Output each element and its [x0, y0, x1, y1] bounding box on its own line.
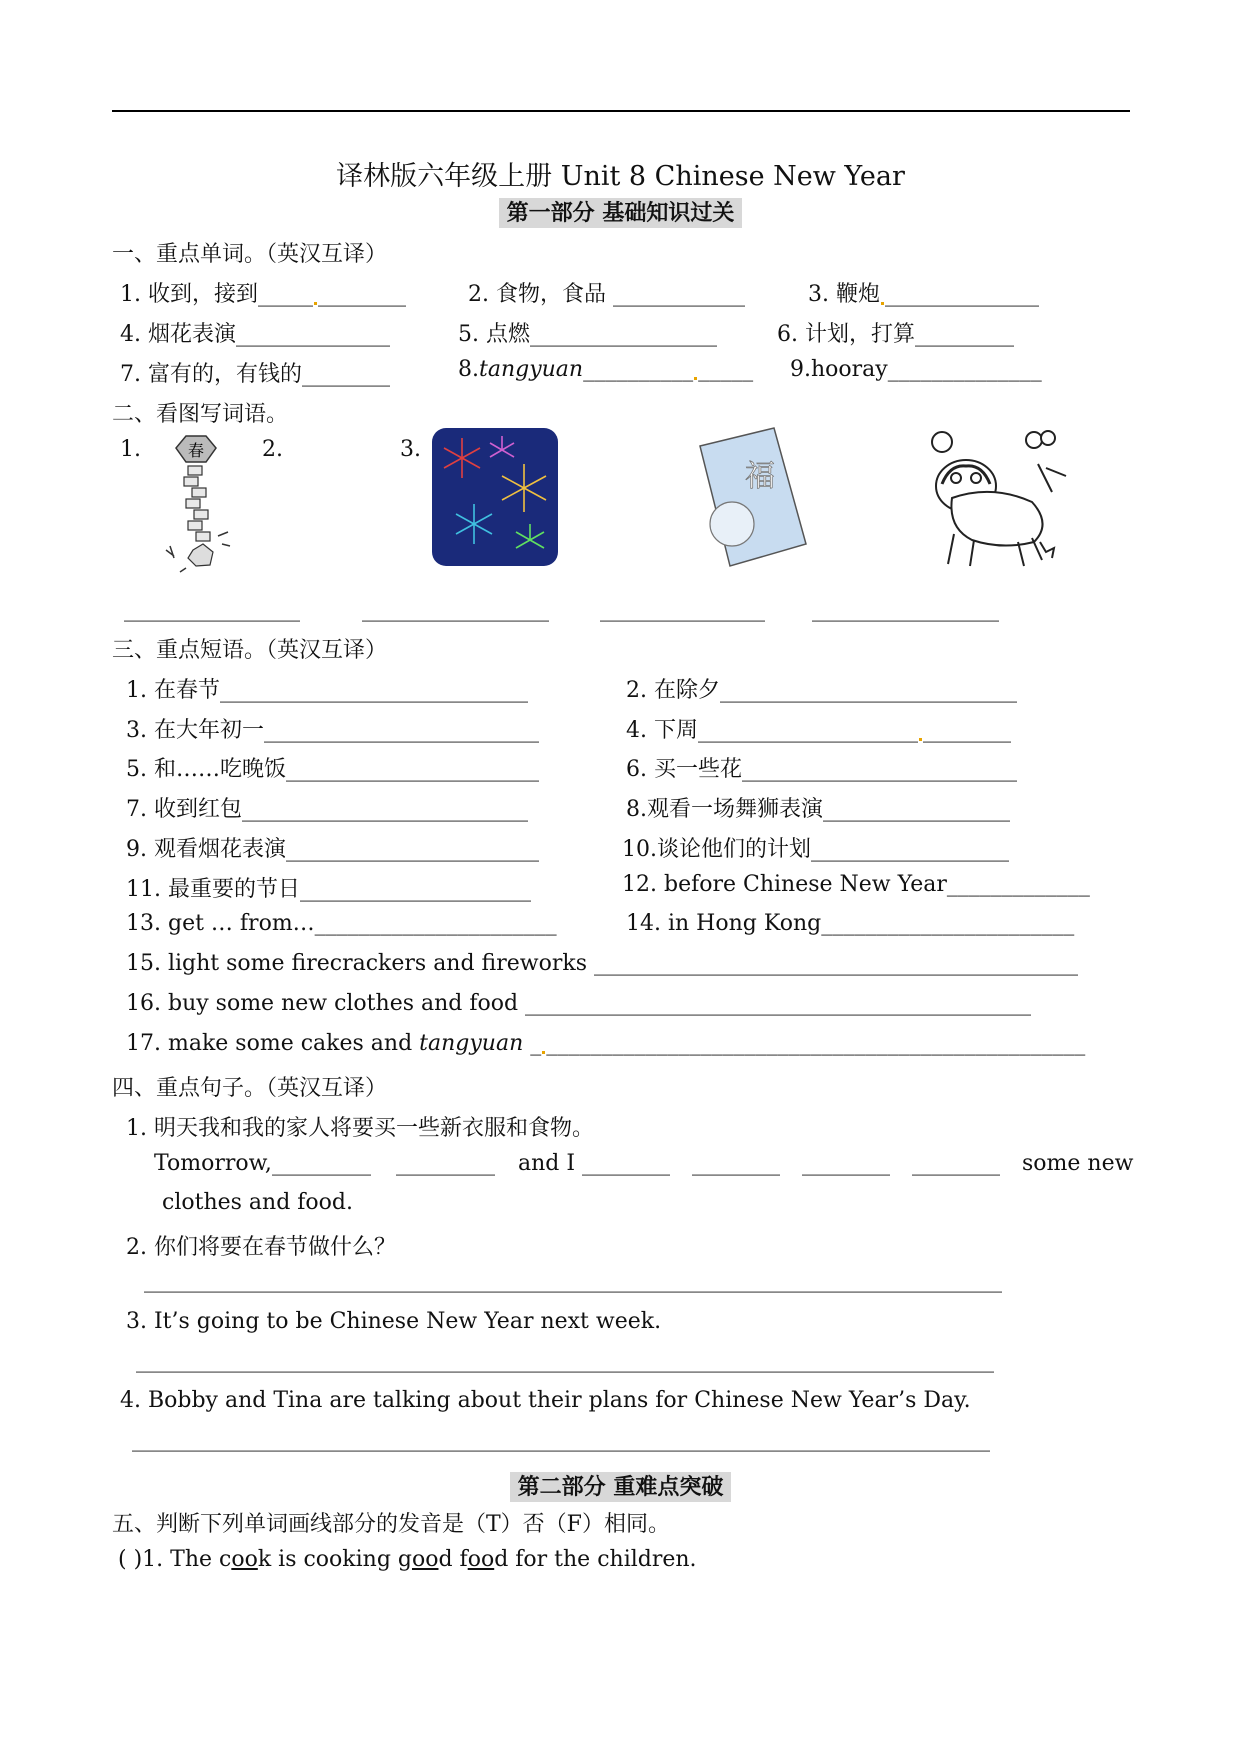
phrase-8: 8.观看一场舞狮表演_________________: [626, 797, 1010, 822]
pic-blank-2[interactable]: _________________: [362, 597, 549, 622]
mark-dot: [314, 302, 317, 305]
phrase-17-blank: _________________________________________________: [546, 1031, 1086, 1056]
word-item-2: 2. 食物，食品 ____________: [468, 282, 745, 307]
phrase-3: 3. 在大年初一_________________________: [126, 718, 539, 743]
pic-num-3: 3.: [400, 437, 421, 462]
pronunciation-q1: [118, 1547, 697, 1572]
sentence-4: 4. Bobby and Tina are talking about their plans for Chinese New Year’s Day.: [120, 1388, 971, 1413]
sentence-1-cont: clothes and food.: [162, 1190, 353, 1215]
phrase-15: [126, 951, 1078, 976]
phrase-15-b: ecrackers and fireworks ____________________________________________: [316, 951, 1078, 976]
firecrackers-image: [158, 432, 248, 582]
phrase-15-a: 15. light some fir: [126, 951, 317, 976]
sentence-1-en-c: some new: [1022, 1151, 1134, 1176]
section1-heading: 一、重点单词。（英汉互译）: [112, 242, 388, 267]
phrase-17-a: 17. make some cakes and: [126, 1031, 420, 1056]
pic-blank-4[interactable]: _________________: [812, 597, 999, 622]
sentence-1-blank-3[interactable]: ________: [582, 1151, 670, 1176]
phrase-4-blank2: ________: [922, 718, 1011, 743]
q1-underline-2: oo: [411, 1547, 439, 1572]
phrase-4: [626, 713, 1011, 744]
phrase-7: 7. 收到红包__________________________: [126, 797, 528, 822]
lion-dance-image: [922, 424, 1072, 570]
page-title: 译林版六年级上册 Unit 8 Chinese New Year: [336, 161, 905, 192]
q1-underline-1: oo: [231, 1547, 258, 1572]
word-item-8-word: tangyuan: [479, 357, 584, 382]
mark-dot: [919, 738, 922, 741]
word-item-1: [120, 277, 406, 308]
word-item-7: 7. 富有的，有钱的________: [120, 362, 390, 387]
word-item-5: 5. 点燃_________________: [458, 322, 717, 347]
phrase-4-text: 4. 下周: [626, 718, 698, 743]
part2-heading-wrap: [0, 1470, 1241, 1501]
sentence-4-line[interactable]: ______________________________________________________________________________: [132, 1427, 990, 1452]
phrase-1: 1. 在春节____________________________: [126, 678, 528, 703]
red-packet-image: [696, 424, 808, 570]
phrase-17-b: _: [523, 1031, 542, 1056]
phrase-13: 13. get … from…______________________: [126, 911, 557, 936]
phrase-14: 14. in Hong Kong_______________________: [626, 911, 1075, 936]
part2-heading: 第二部分 重难点突破: [510, 1472, 732, 1502]
sentence-1-blank-6[interactable]: ________: [912, 1151, 1000, 1176]
mark-dot: [881, 302, 884, 305]
word-item-8-blank2: _____: [698, 357, 754, 382]
phrase-11: 11. 最重要的节日_____________________: [126, 877, 531, 902]
sentence-2: 2. 你们将要在春节做什么？: [126, 1235, 396, 1260]
phrase-6: 6. 买一些花_________________________: [626, 757, 1017, 782]
q1-pre: ( )1. The c: [118, 1547, 232, 1572]
phrase-9: 9. 观看烟花表演_______________________: [126, 837, 539, 862]
pic-blank-3[interactable]: _______________: [600, 597, 765, 622]
phrase-2: 2. 在除夕___________________________: [626, 678, 1017, 703]
q1-post: d for the children.: [494, 1547, 697, 1572]
section2-heading: 二、看图写词语。: [112, 402, 289, 427]
top-rule: [112, 110, 1130, 112]
section3-heading: 三、重点短语。（英汉互译）: [112, 638, 388, 663]
word-item-8-blank1: __________: [583, 357, 694, 382]
part1-heading-wrap: [0, 196, 1241, 227]
chun-char: 春: [187, 441, 205, 460]
pic-num-2: 2.: [262, 437, 283, 462]
pic-blank-1[interactable]: ________________: [124, 597, 300, 622]
word-item-9: 9.hooray______________: [790, 357, 1042, 382]
q1-mid-2: d f: [438, 1547, 468, 1572]
phrase-17-word: tangyuan: [419, 1031, 524, 1056]
sentence-1-blank-2[interactable]: _________: [396, 1151, 495, 1176]
sentence-3-line[interactable]: ______________________________________________________________________________: [136, 1348, 994, 1373]
sentence-1-en-b: and I: [518, 1151, 576, 1176]
sentence-1-blank-5[interactable]: ________: [802, 1151, 890, 1176]
phrase-10: 10.谈论他们的计划__________________: [622, 837, 1009, 862]
word-item-4: 4. 烟花表演______________: [120, 322, 390, 347]
word-item-3-text: 3. 鞭炮: [808, 282, 880, 307]
part1-heading: 第一部分 基础知识过关: [499, 198, 743, 228]
word-item-1-text: 1. 收到，接到_____: [120, 282, 313, 307]
sentence-1-blank-1[interactable]: _________: [272, 1151, 371, 1176]
pic-num-1: 1.: [120, 437, 141, 462]
fu-char: 福: [745, 459, 775, 494]
q1-underline-3: oo: [467, 1547, 495, 1572]
mark-dot: [694, 377, 697, 380]
sentence-1-blank-4[interactable]: ________: [692, 1151, 780, 1176]
sentence-3: 3. It’s going to be Chinese New Year next week.: [126, 1309, 662, 1334]
section5-heading: 五、判断下列单词画线部分的发音是（T）否（F）相同。: [112, 1512, 670, 1537]
sentence-2-line[interactable]: ______________________________________________________________________________: [144, 1268, 1002, 1293]
word-item-3-blank: ______________: [884, 282, 1039, 307]
phrase-12: 12. before Chinese New Year_____________: [622, 872, 1090, 897]
phrase-4-blank1: ____________________: [697, 718, 918, 743]
phrase-17: [126, 1031, 1085, 1056]
sentence-1-en-a: Tomorrow,: [154, 1151, 272, 1176]
q1-mid-1: k is cooking g: [257, 1547, 412, 1572]
word-item-1-blank: ________: [317, 282, 406, 307]
section4-heading: 四、重点句子。（英汉互译）: [112, 1076, 388, 1101]
phrase-5: 5. 和……吃晚饭_______________________: [126, 757, 539, 782]
sentence-1: 1. 明天我和我的家人将要买一些新衣服和食物。: [126, 1116, 594, 1141]
word-item-8-num: 8.: [458, 357, 479, 382]
word-item-3: [808, 277, 1039, 308]
phrase-16: 16. buy some new clothes and food ______________________________________________: [126, 991, 1032, 1016]
word-item-6: 6. 计划，打算_________: [777, 322, 1014, 347]
mark-dot: [542, 1051, 545, 1054]
word-item-8: [458, 357, 753, 382]
fireworks-image: [432, 428, 558, 566]
